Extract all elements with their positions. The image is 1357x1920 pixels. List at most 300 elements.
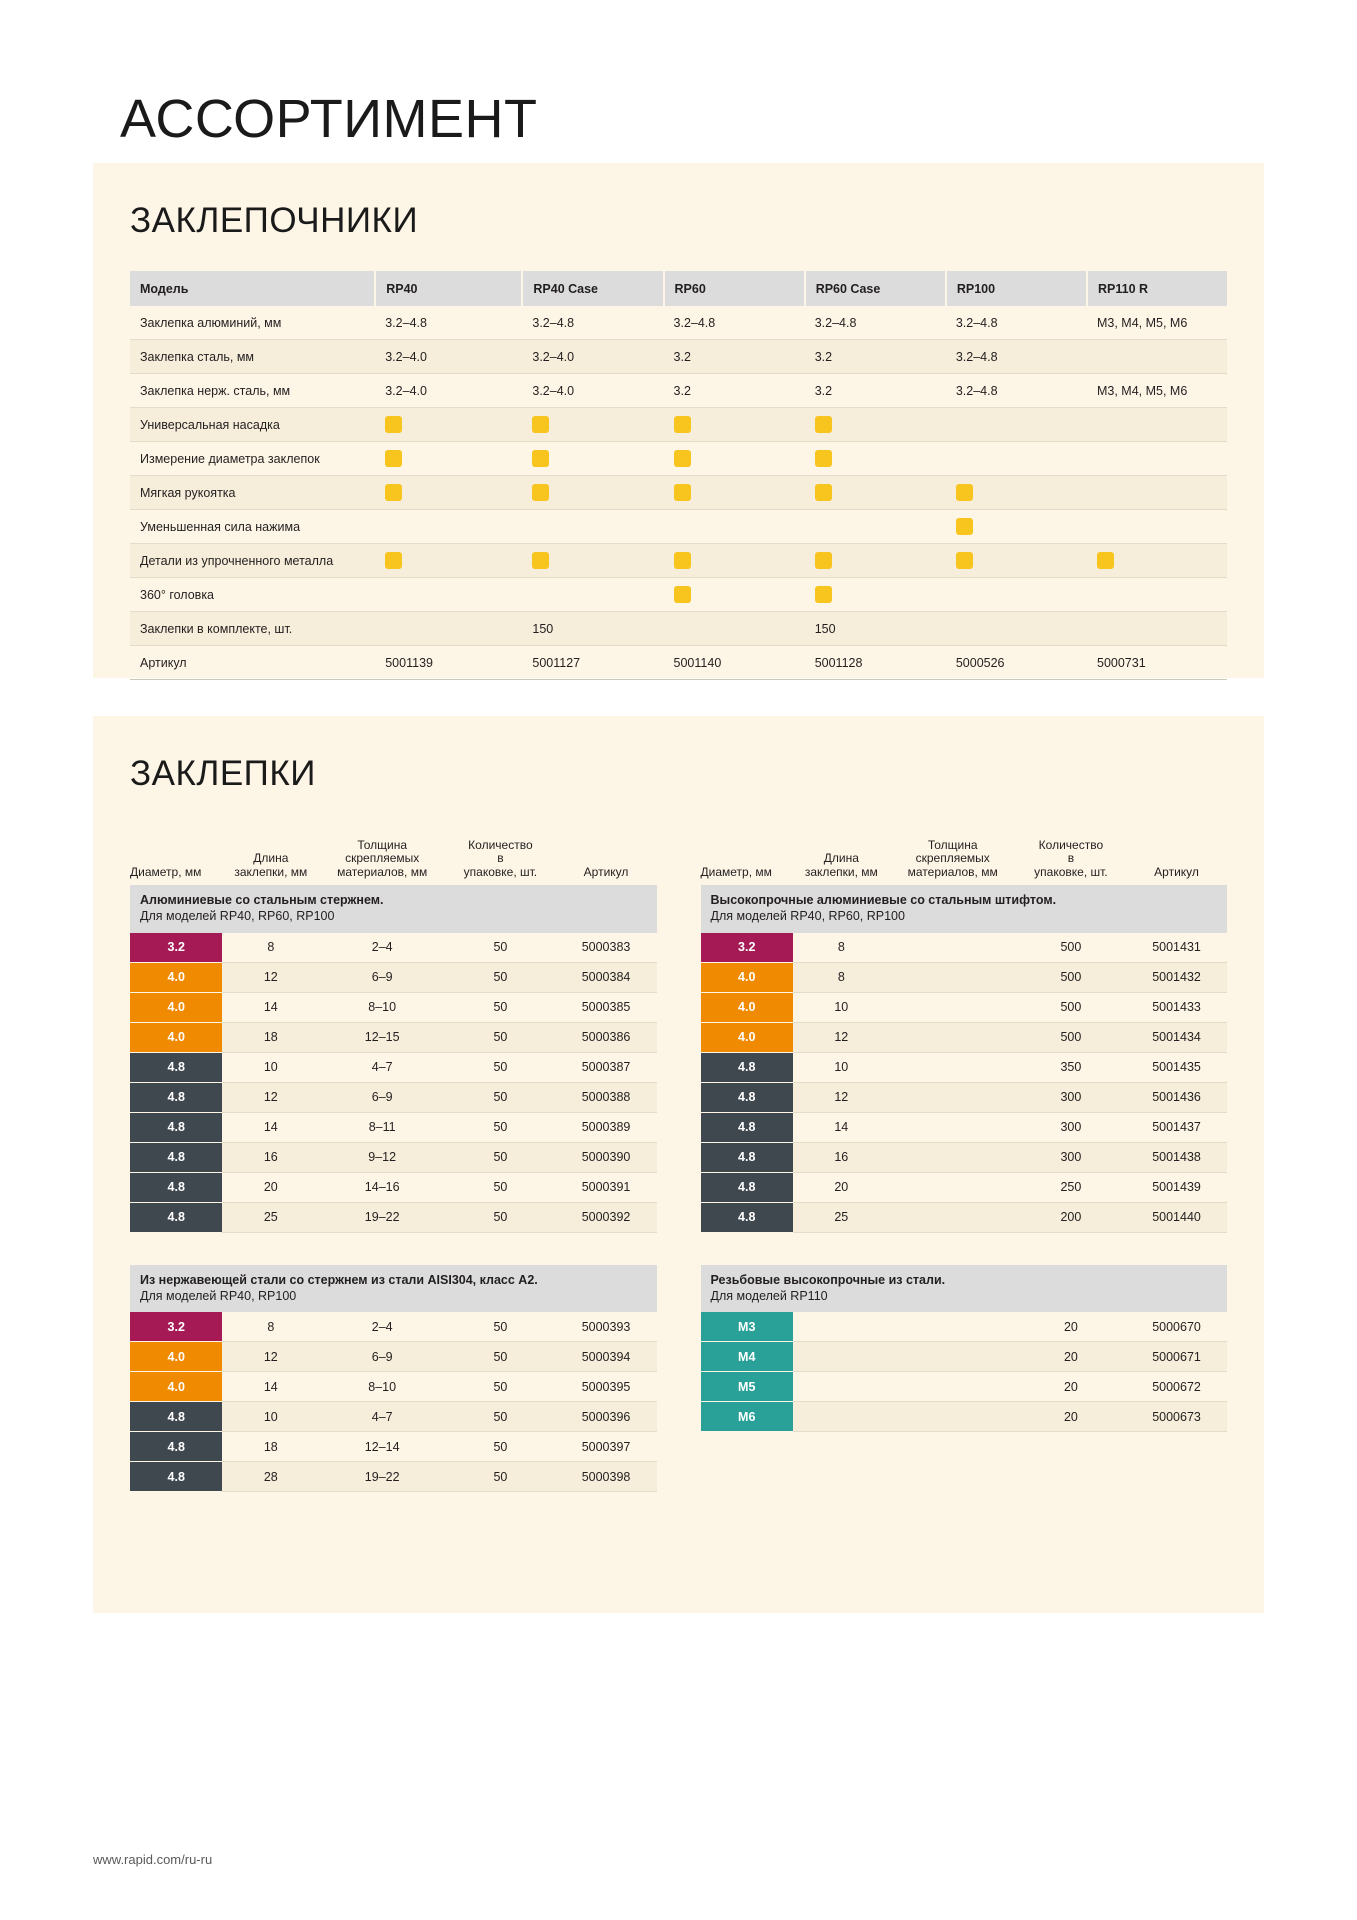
rivet-diameter-cell: 4.8 — [130, 1052, 222, 1082]
tools-cell: 3.2 — [805, 340, 946, 374]
rivets-grid — [130, 824, 1227, 1492]
rivet-tools-section — [93, 163, 1264, 678]
feature-dot-icon — [532, 416, 549, 433]
feature-dot-icon — [956, 552, 973, 569]
rivets-column-left — [130, 824, 657, 1492]
rivet-sku-cell: 5001434 — [1126, 1022, 1227, 1052]
rivet-length-cell — [793, 1312, 890, 1342]
rivet-diameter-cell: 4.0 — [130, 1342, 222, 1372]
rivet-length-cell — [793, 1402, 890, 1432]
feature-dot-icon — [674, 586, 691, 603]
rivet-quantity-cell: 50 — [445, 1402, 555, 1432]
rivet-diameter-cell: 3.2 — [701, 933, 793, 963]
table-row — [130, 1022, 657, 1052]
rivets-table — [701, 824, 1228, 1233]
rivet-quantity-cell: 350 — [1016, 1052, 1126, 1082]
rivet-diameter-cell: M3 — [701, 1312, 793, 1342]
table-row — [701, 1372, 1228, 1402]
rivet-diameter-cell: 4.8 — [130, 1432, 222, 1462]
rivet-sku-cell: 5001440 — [1126, 1202, 1227, 1232]
tools-row-label: Универсальная насадка — [130, 408, 375, 442]
rivet-diameter-cell: 4.8 — [701, 1142, 793, 1172]
feature-dot-icon — [375, 544, 522, 578]
feature-dot-icon — [375, 408, 522, 442]
rivets-table-body — [701, 933, 1228, 1233]
rivet-length-cell: 10 — [222, 1052, 319, 1082]
feature-dot-icon — [522, 476, 663, 510]
tools-cell: 5001128 — [805, 646, 946, 680]
rivet-quantity-cell: 500 — [1016, 933, 1126, 963]
rivet-diameter-cell: 4.8 — [130, 1172, 222, 1202]
tools-cell — [805, 510, 946, 544]
feature-dot-icon — [522, 544, 663, 578]
rivets-column-header: Диаметр, мм — [700, 865, 772, 880]
rivets-heading: ЗАКЛЕПКИ — [130, 754, 316, 793]
feature-dot-icon — [532, 484, 549, 501]
rivet-sku-cell: 5000670 — [1126, 1312, 1227, 1342]
rivet-diameter-cell: 4.8 — [701, 1202, 793, 1232]
tools-row-label: Мягкая рукоятка — [130, 476, 375, 510]
rivet-quantity-cell: 50 — [445, 1202, 555, 1232]
rivet-sku-cell: 5000386 — [556, 1022, 657, 1052]
table-row — [130, 1082, 657, 1112]
tools-cell: 3.2–4.8 — [805, 306, 946, 340]
tools-column-header: RP110 R — [1087, 271, 1227, 306]
tools-cell — [664, 612, 805, 646]
rivet-length-cell: 12 — [222, 1342, 319, 1372]
tools-row-label: Заклепка алюминий, мм — [130, 306, 375, 340]
rivet-sku-cell: 5001433 — [1126, 992, 1227, 1022]
table-row — [130, 933, 657, 963]
rivets-table-body — [130, 1312, 657, 1492]
feature-dot-icon — [815, 552, 832, 569]
rivet-thickness-cell: 8–10 — [319, 1372, 445, 1402]
rivets-table — [130, 824, 657, 1233]
feature-dot-icon — [664, 476, 805, 510]
rivet-quantity-cell: 500 — [1016, 1022, 1126, 1052]
feature-dot-icon — [815, 484, 832, 501]
rivet-diameter-cell: 4.8 — [130, 1402, 222, 1432]
rivet-diameter-cell: 3.2 — [130, 933, 222, 963]
spacer — [701, 1233, 1228, 1265]
tools-cell: 3.2 — [805, 374, 946, 408]
rivet-length-cell: 8 — [793, 962, 890, 992]
rivets-group-subtitle: Для моделей RP40, RP60, RP100 — [140, 909, 335, 924]
rivet-length-cell: 8 — [793, 933, 890, 963]
rivet-sku-cell: 5000389 — [556, 1112, 657, 1142]
table-row — [130, 612, 1227, 646]
table-row — [130, 1142, 657, 1172]
rivet-thickness-cell — [890, 992, 1016, 1022]
rivet-thickness-cell: 8–11 — [319, 1112, 445, 1142]
rivet-diameter-cell: 4.8 — [130, 1112, 222, 1142]
rivet-quantity-cell: 200 — [1016, 1202, 1126, 1232]
feature-dot-icon — [805, 544, 946, 578]
rivet-quantity-cell: 50 — [445, 1172, 555, 1202]
rivets-table — [701, 1265, 1228, 1433]
table-row — [130, 510, 1227, 544]
rivet-quantity-cell: 300 — [1016, 1112, 1126, 1142]
rivet-sku-cell: 5000387 — [556, 1052, 657, 1082]
rivet-diameter-cell: 4.0 — [701, 1022, 793, 1052]
rivet-quantity-cell: 50 — [445, 933, 555, 963]
tools-cell — [946, 578, 1087, 612]
rivet-quantity-cell: 50 — [445, 1082, 555, 1112]
feature-dot-icon — [1097, 552, 1114, 569]
rivet-thickness-cell — [890, 962, 1016, 992]
tools-cell: M3, M4, M5, M6 — [1087, 374, 1227, 408]
tools-row-label: Заклепка нерж. сталь, мм — [130, 374, 375, 408]
tools-row-label: Измерение диаметра заклепок — [130, 442, 375, 476]
rivet-length-cell: 25 — [222, 1202, 319, 1232]
feature-dot-icon — [805, 578, 946, 612]
feature-dot-icon — [375, 442, 522, 476]
footer-url: www.rapid.com/ru-ru — [93, 1852, 213, 1867]
tools-cell: 3.2 — [664, 374, 805, 408]
rivet-sku-cell: 5001438 — [1126, 1142, 1227, 1172]
rivets-column-header: Толщина скрепляемых материалов, мм — [337, 837, 428, 880]
tools-row-label: Заклепки в комплекте, шт. — [130, 612, 375, 646]
rivets-group-subtitle: Для моделей RP40, RP60, RP100 — [710, 909, 905, 924]
rivet-sku-cell: 5000388 — [556, 1082, 657, 1112]
rivets-table-head — [701, 824, 1228, 885]
rivet-thickness-cell — [890, 1342, 1016, 1372]
rivet-quantity-cell: 300 — [1016, 1082, 1126, 1112]
rivet-diameter-cell: M6 — [701, 1402, 793, 1432]
rivet-diameter-cell: 4.8 — [701, 1082, 793, 1112]
tools-cell: 3.2–4.0 — [522, 374, 663, 408]
rivet-sku-cell: 5000671 — [1126, 1342, 1227, 1372]
rivet-thickness-cell: 8–10 — [319, 992, 445, 1022]
tools-cell: 150 — [805, 612, 946, 646]
feature-dot-icon — [664, 544, 805, 578]
rivet-thickness-cell: 4–7 — [319, 1052, 445, 1082]
rivet-length-cell: 8 — [222, 1312, 319, 1342]
rivet-diameter-cell: 4.0 — [130, 992, 222, 1022]
rivet-diameter-cell: 4.8 — [701, 1112, 793, 1142]
tools-cell: 3.2–4.8 — [946, 306, 1087, 340]
table-row — [130, 1312, 657, 1342]
rivets-group-subtitle: Для моделей RP40, RP100 — [140, 1288, 297, 1303]
rivet-quantity-cell: 50 — [445, 1372, 555, 1402]
rivet-sku-cell: 5000672 — [1126, 1372, 1227, 1402]
tools-cell — [946, 408, 1087, 442]
rivet-diameter-cell: M4 — [701, 1342, 793, 1372]
rivet-diameter-cell: 4.0 — [130, 962, 222, 992]
table-row — [130, 578, 1227, 612]
tools-cell: 5001139 — [375, 646, 522, 680]
rivet-sku-cell: 5000390 — [556, 1142, 657, 1172]
feature-dot-icon — [664, 442, 805, 476]
rivet-length-cell: 10 — [793, 992, 890, 1022]
tools-cell — [1087, 612, 1227, 646]
rivet-sku-cell: 5000394 — [556, 1342, 657, 1372]
tools-cell: 3.2 — [664, 340, 805, 374]
tools-cell — [1087, 510, 1227, 544]
table-row — [701, 1402, 1228, 1432]
feature-dot-icon — [522, 408, 663, 442]
tools-cell — [1087, 340, 1227, 374]
rivet-quantity-cell: 50 — [445, 1022, 555, 1052]
rivet-sku-cell: 5001432 — [1126, 962, 1227, 992]
feature-dot-icon — [385, 416, 402, 433]
rivet-quantity-cell: 50 — [445, 1142, 555, 1172]
rivet-quantity-cell: 50 — [445, 962, 555, 992]
tools-cell — [522, 578, 663, 612]
rivet-quantity-cell: 20 — [1016, 1372, 1126, 1402]
feature-dot-icon — [815, 586, 832, 603]
feature-dot-icon — [946, 510, 1087, 544]
table-row — [701, 1312, 1228, 1342]
tools-row-label: Заклепка сталь, мм — [130, 340, 375, 374]
feature-dot-icon — [385, 552, 402, 569]
table-row — [701, 1022, 1228, 1052]
rivet-length-cell: 28 — [222, 1462, 319, 1492]
tools-cell: 3.2–4.8 — [946, 374, 1087, 408]
tools-cell: 3.2–4.0 — [522, 340, 663, 374]
table-row — [130, 1402, 657, 1432]
table-row — [130, 1372, 657, 1402]
feature-dot-icon — [815, 416, 832, 433]
rivet-diameter-cell: 4.0 — [130, 1022, 222, 1052]
tools-cell — [1087, 476, 1227, 510]
rivets-group-title-row — [130, 1265, 657, 1313]
table-row — [130, 374, 1227, 408]
rivet-diameter-cell: 3.2 — [130, 1312, 222, 1342]
rivet-thickness-cell: 9–12 — [319, 1142, 445, 1172]
rivet-length-cell — [793, 1372, 890, 1402]
rivets-group-header — [701, 1265, 1228, 1313]
rivet-length-cell — [793, 1342, 890, 1372]
rivets-group-title-cell — [701, 885, 1228, 933]
rivet-length-cell: 12 — [222, 1082, 319, 1112]
rivet-diameter-cell: M5 — [701, 1372, 793, 1402]
tools-cell: 5000526 — [946, 646, 1087, 680]
rivet-tools-table-head — [130, 271, 1227, 306]
rivets-group-title: Высокопрочные алюминиевые со стальным штифтом. — [710, 893, 1057, 907]
rivet-length-cell: 20 — [222, 1172, 319, 1202]
rivet-sku-cell: 5000396 — [556, 1402, 657, 1432]
rivet-quantity-cell: 50 — [445, 1052, 555, 1082]
table-row — [701, 992, 1228, 1022]
rivets-column-header: Диаметр, мм — [130, 865, 202, 880]
feature-dot-icon — [385, 484, 402, 501]
rivet-thickness-cell — [890, 1402, 1016, 1432]
rivets-column-header: Длина заклепки, мм — [804, 851, 878, 880]
rivet-length-cell: 18 — [222, 1022, 319, 1052]
rivet-length-cell: 16 — [793, 1142, 890, 1172]
rivet-sku-cell: 5000393 — [556, 1312, 657, 1342]
table-row — [701, 1082, 1228, 1112]
rivet-quantity-cell: 50 — [445, 1112, 555, 1142]
rivets-table-body — [701, 1312, 1228, 1432]
tools-cell — [946, 612, 1087, 646]
feature-dot-icon — [385, 450, 402, 467]
rivet-tools-heading: ЗАКЛЕПОЧНИКИ — [130, 201, 419, 240]
tools-cell: 3.2–4.8 — [375, 306, 522, 340]
rivet-quantity-cell: 20 — [1016, 1342, 1126, 1372]
rivet-diameter-cell: 4.8 — [130, 1462, 222, 1492]
tools-row-label: 360° головка — [130, 578, 375, 612]
rivet-thickness-cell: 19–22 — [319, 1462, 445, 1492]
table-row — [701, 933, 1228, 963]
rivet-length-cell: 12 — [222, 962, 319, 992]
feature-dot-icon — [956, 518, 973, 535]
rivet-thickness-cell — [890, 933, 1016, 963]
tools-column-header: RP40 Case — [522, 271, 663, 306]
rivet-sku-cell: 5000384 — [556, 962, 657, 992]
tools-cell — [375, 578, 522, 612]
rivet-sku-cell: 5000383 — [556, 933, 657, 963]
feature-dot-icon — [664, 408, 805, 442]
rivet-diameter-cell: 4.8 — [701, 1052, 793, 1082]
tools-row-label: Детали из упрочненного металла — [130, 544, 375, 578]
rivet-thickness-cell: 12–14 — [319, 1432, 445, 1462]
rivet-length-cell: 14 — [793, 1112, 890, 1142]
rivet-thickness-cell — [890, 1082, 1016, 1112]
rivet-sku-cell: 5001435 — [1126, 1052, 1227, 1082]
table-row — [130, 442, 1227, 476]
feature-dot-icon — [956, 484, 973, 501]
rivet-quantity-cell: 250 — [1016, 1172, 1126, 1202]
rivets-group-title-row — [130, 885, 657, 933]
feature-dot-icon — [805, 476, 946, 510]
table-row — [130, 962, 657, 992]
rivet-thickness-cell: 12–15 — [319, 1022, 445, 1052]
rivets-group-header — [130, 885, 657, 933]
rivet-quantity-cell: 20 — [1016, 1312, 1126, 1342]
feature-dot-icon — [805, 442, 946, 476]
rivet-quantity-cell: 20 — [1016, 1402, 1126, 1432]
rivet-length-cell: 12 — [793, 1022, 890, 1052]
table-row — [130, 1052, 657, 1082]
table-row — [130, 1432, 657, 1462]
rivet-length-cell: 20 — [793, 1172, 890, 1202]
tools-row-label: Артикул — [130, 646, 375, 680]
rivet-sku-cell: 5000398 — [556, 1462, 657, 1492]
feature-dot-icon — [532, 450, 549, 467]
feature-dot-icon — [946, 476, 1087, 510]
table-row — [130, 1202, 657, 1232]
tools-column-header: RP60 — [664, 271, 805, 306]
rivet-sku-cell: 5001439 — [1126, 1172, 1227, 1202]
table-row — [701, 1172, 1228, 1202]
rivet-length-cell: 18 — [222, 1432, 319, 1462]
rivets-table-head — [130, 824, 657, 885]
tools-column-header: RP40 — [375, 271, 522, 306]
table-row — [130, 1342, 657, 1372]
rivets-group-title-cell — [130, 1265, 657, 1313]
rivets-group-header — [130, 1265, 657, 1313]
rivet-length-cell: 10 — [222, 1402, 319, 1432]
rivet-length-cell: 25 — [793, 1202, 890, 1232]
rivets-group-title-row — [701, 1265, 1228, 1313]
table-row — [130, 1462, 657, 1492]
rivet-thickness-cell — [890, 1172, 1016, 1202]
table-row — [130, 306, 1227, 340]
tools-cell — [375, 510, 522, 544]
rivets-column-right — [701, 824, 1228, 1492]
tools-cell: 5000731 — [1087, 646, 1227, 680]
rivet-sku-cell: 5000395 — [556, 1372, 657, 1402]
rivets-group-title-row — [701, 885, 1228, 933]
table-row — [130, 340, 1227, 374]
rivet-thickness-cell: 4–7 — [319, 1402, 445, 1432]
rivet-tools-table-body — [130, 306, 1227, 680]
rivet-thickness-cell — [890, 1312, 1016, 1342]
tools-cell: 5001140 — [664, 646, 805, 680]
tools-cell: 3.2–4.0 — [375, 340, 522, 374]
rivet-thickness-cell: 6–9 — [319, 962, 445, 992]
rivet-sku-cell: 5000385 — [556, 992, 657, 1022]
rivets-section — [93, 716, 1264, 1613]
rivet-sku-cell: 5001431 — [1126, 933, 1227, 963]
rivets-group-title-cell — [130, 885, 657, 933]
table-row — [701, 1112, 1228, 1142]
rivets-table-body — [130, 933, 657, 1233]
table-row — [130, 476, 1227, 510]
rivet-quantity-cell: 50 — [445, 1342, 555, 1372]
tools-cell: 3.2–4.8 — [522, 306, 663, 340]
feature-dot-icon — [674, 416, 691, 433]
feature-dot-icon — [805, 408, 946, 442]
rivet-length-cell: 14 — [222, 992, 319, 1022]
rivet-length-cell: 10 — [793, 1052, 890, 1082]
table-row — [701, 962, 1228, 992]
table-row — [130, 992, 657, 1022]
table-row — [701, 1202, 1228, 1232]
rivets-group-header — [701, 885, 1228, 933]
table-row — [130, 1172, 657, 1202]
rivets-group-title: Из нержавеющей стали со стержнем из стали AISI304, класс A2. — [140, 1272, 538, 1287]
tools-cell: 3.2–4.8 — [946, 340, 1087, 374]
tools-cell — [522, 510, 663, 544]
tools-cell — [1087, 578, 1227, 612]
rivets-group-subtitle: Для моделей RP110 — [710, 1288, 828, 1303]
rivet-thickness-cell — [890, 1202, 1016, 1232]
tools-cell: M3, M4, M5, M6 — [1087, 306, 1227, 340]
feature-dot-icon — [674, 552, 691, 569]
tools-cell — [1087, 408, 1227, 442]
table-row — [130, 1112, 657, 1142]
rivet-diameter-cell: 4.8 — [130, 1082, 222, 1112]
rivets-group-title: Резьбовые высокопрочные из стали. — [710, 1272, 946, 1287]
tools-cell — [375, 612, 522, 646]
tools-cell: 5001127 — [522, 646, 663, 680]
feature-dot-icon — [664, 578, 805, 612]
rivet-diameter-cell: 4.0 — [701, 992, 793, 1022]
rivets-group-title-cell — [701, 1265, 1228, 1313]
tools-cell: 3.2–4.8 — [664, 306, 805, 340]
rivet-diameter-cell: 4.8 — [130, 1202, 222, 1232]
tools-row-label: Уменьшенная сила нажима — [130, 510, 375, 544]
rivets-group-title: Алюминиевые со стальным стержнем. — [140, 893, 384, 907]
tools-column-header: RP60 Case — [805, 271, 946, 306]
table-header-row — [701, 824, 1228, 885]
feature-dot-icon — [522, 442, 663, 476]
rivet-length-cell: 14 — [222, 1372, 319, 1402]
rivet-quantity-cell: 50 — [445, 1432, 555, 1462]
rivets-column-header: Количество в упаковке, шт. — [1034, 837, 1108, 880]
feature-dot-icon — [375, 476, 522, 510]
spacer — [130, 1233, 657, 1265]
table-row — [701, 1342, 1228, 1372]
rivet-thickness-cell: 6–9 — [319, 1342, 445, 1372]
feature-dot-icon — [946, 544, 1087, 578]
rivet-sku-cell: 5001436 — [1126, 1082, 1227, 1112]
table-row — [130, 408, 1227, 442]
feature-dot-icon — [674, 450, 691, 467]
